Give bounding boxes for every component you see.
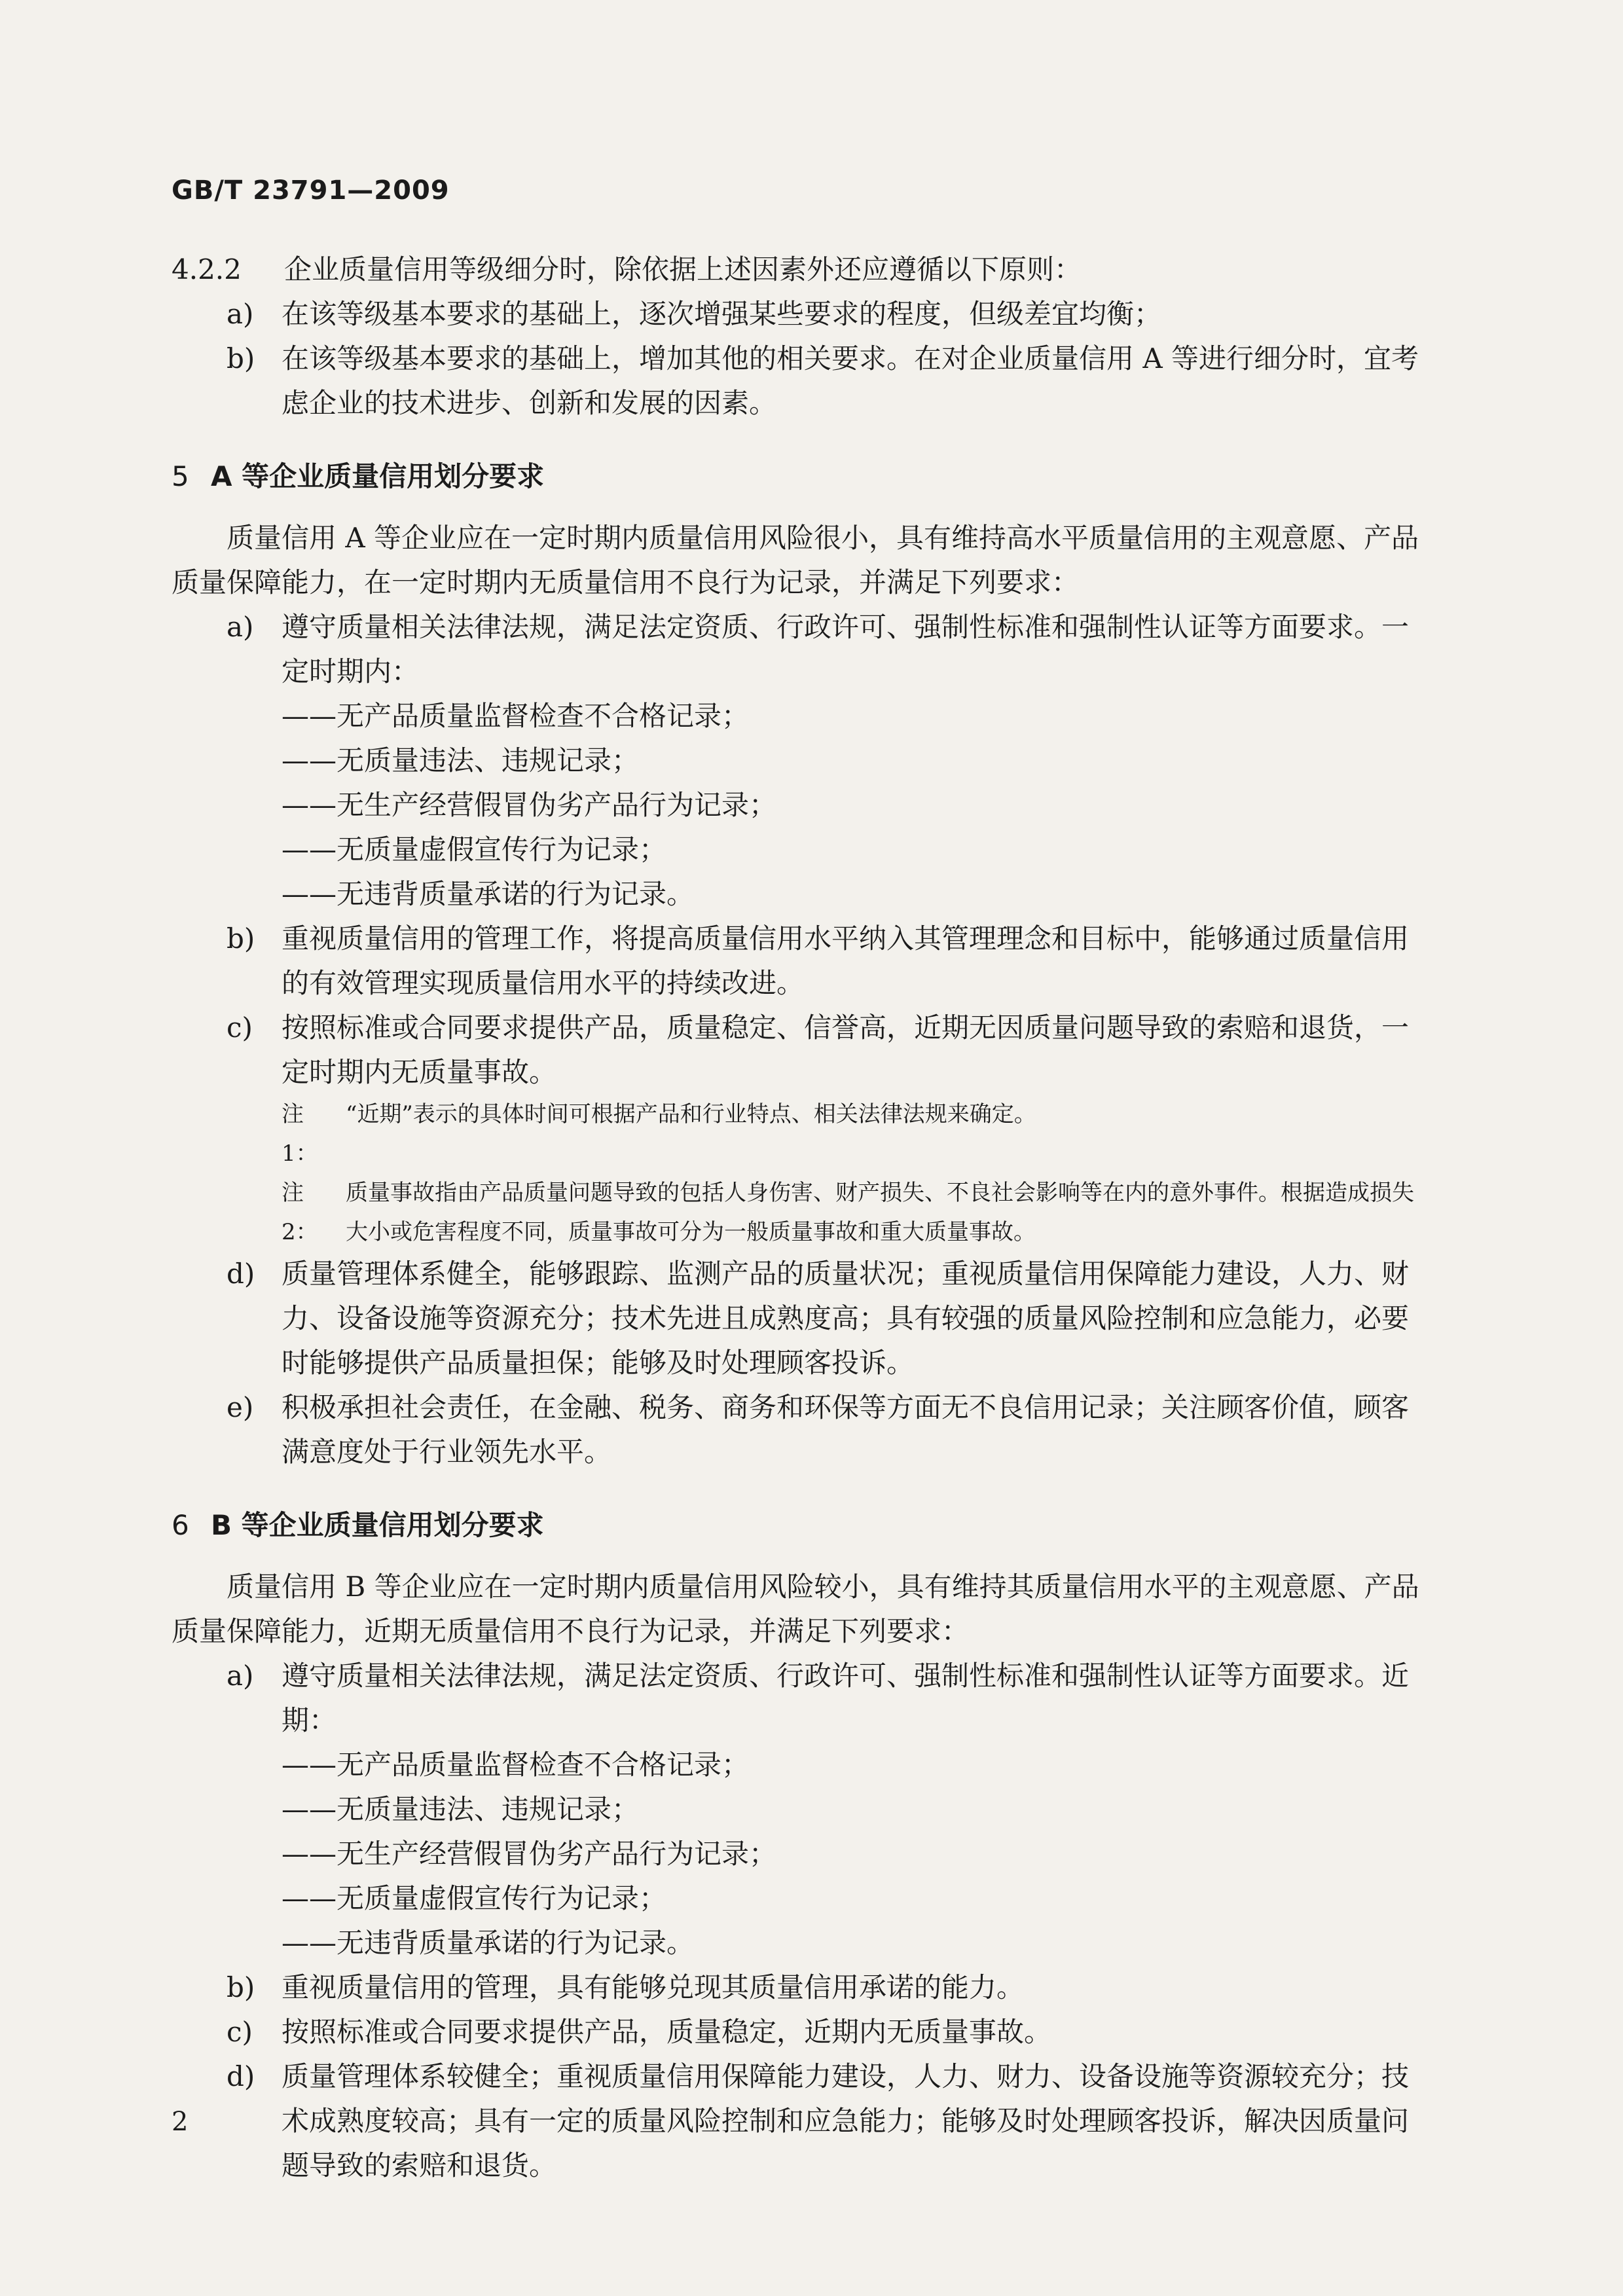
section-number: 5 — [172, 460, 189, 492]
section-5-intro: 质量信用 A 等企业应在一定时期内质量信用风险很小，具有维持高水平质量信用的主观意愿、产品质量保障能力，在一定时期内无质量信用不良行为记录，并满足下列要求： — [172, 522, 1419, 598]
item-label: e) — [227, 1391, 254, 1423]
section-6-intro: 质量信用 B 等企业应在一定时期内质量信用风险较小，具有维持其质量信用水平的主观意愿、产品质量保障能力，近期无质量信用不良行为记录，并满足下列要求： — [172, 1571, 1419, 1647]
item-text: 重视质量信用的管理工作，将提高质量信用水平纳入其管理理念和目标中，能够通过质量信用的有效管理实现质量信用水平的持续改进。 — [282, 922, 1410, 999]
list-item — [172, 1385, 1435, 1474]
list-item — [172, 1654, 1435, 1743]
dash-item: ——无质量虚假宣传行为记录； — [282, 833, 667, 866]
list-item — [172, 1252, 1435, 1385]
page-number: 2 — [172, 2107, 189, 2137]
section-title: B 等企业质量信用划分要求 — [211, 1509, 544, 1541]
note-text: “近期”表示的具体时间可根据产品和行业特点、相关法律法规来确定。 — [346, 1101, 1036, 1127]
section-6-heading — [172, 1503, 1435, 1548]
section-number: 6 — [172, 1509, 189, 1541]
item-label: b) — [227, 342, 255, 374]
note-text: 质量事故指由产品质量问题导致的包括人身伤害、财产损失、不良社会影响等在内的意外事件。根据造成损失大小或危害程度不同，质量事故可分为一般质量事故和重大质量事故。 — [346, 1180, 1414, 1245]
note — [172, 1173, 1435, 1252]
list-item — [172, 2054, 1435, 2188]
item-label: d) — [227, 1258, 255, 1290]
document-body — [172, 247, 1435, 2188]
item-text: 重视质量信用的管理，具有能够兑现其质量信用承诺的能力。 — [282, 1971, 1025, 2003]
item-text: 按照标准或合同要求提供产品，质量稳定，近期内无质量事故。 — [282, 2016, 1052, 2048]
clause-number: 4.2.2 — [172, 253, 242, 285]
dash-item: ——无违背质量承诺的行为记录。 — [282, 878, 695, 910]
list-item — [172, 2010, 1435, 2054]
list-item — [172, 337, 1435, 426]
item-text: 质量管理体系较健全；重视质量信用保障能力建设，人力、财力、设备设施等资源较充分；技术成熟度较高；具有一定的质量风险控制和应急能力；能够及时处理顾客投诉，解决因质量问题导致的索赔和退货。 — [282, 2060, 1410, 2181]
dash-item: ——无产品质量监督检查不合格记录； — [282, 700, 750, 732]
list-item — [172, 605, 1435, 694]
item-label: a) — [227, 298, 254, 330]
item-text: 遵守质量相关法律法规，满足法定资质、行政许可、强制性标准和强制性认证等方面要求。近期： — [282, 1660, 1410, 1736]
item-text: 按照标准或合同要求提供产品，质量稳定、信誉高，近期无因质量问题导致的索赔和退货，一定时期内无质量事故。 — [282, 1011, 1410, 1088]
section-5-heading — [172, 454, 1435, 499]
standard-number-header: GB/T 23791—2009 — [172, 175, 450, 206]
item-label: c) — [227, 1011, 253, 1044]
list-item — [172, 292, 1435, 337]
note — [172, 1095, 1435, 1173]
note-label: 注 2： — [282, 1180, 318, 1245]
item-text: 遵守质量相关法律法规，满足法定资质、行政许可、强制性标准和强制性认证等方面要求。一定时期内： — [282, 611, 1410, 687]
list-item — [172, 1965, 1435, 2010]
item-label: a) — [227, 1660, 254, 1692]
dash-item: ——无质量违法、违规记录； — [282, 1793, 640, 1825]
item-label: d) — [227, 2060, 255, 2092]
item-label: b) — [227, 922, 255, 955]
clause-text: 企业质量信用等级细分时，除依据上述因素外还应遵循以下原则： — [284, 253, 1082, 285]
list-item — [172, 1006, 1435, 1095]
dash-item: ——无质量违法、违规记录； — [282, 744, 640, 776]
item-label: c) — [227, 2016, 253, 2048]
note-label: 注 1： — [282, 1101, 318, 1167]
section-title: A 等企业质量信用划分要求 — [211, 460, 545, 492]
dash-item: ——无违背质量承诺的行为记录。 — [282, 1927, 695, 1959]
clause-4-2-2 — [172, 247, 1435, 292]
dash-item: ——无产品质量监督检查不合格记录； — [282, 1749, 750, 1781]
item-label: b) — [227, 1971, 255, 2003]
dash-item: ——无生产经营假冒伪劣产品行为记录； — [282, 1838, 777, 1870]
dash-item: ——无生产经营假冒伪劣产品行为记录； — [282, 789, 777, 821]
item-text: 质量管理体系健全，能够跟踪、监测产品的质量状况；重视质量信用保障能力建设，人力、财力、设备设施等资源充分；技术先进且成熟度高；具有较强的质量风险控制和应急能力，必要时能够提供产品质量担保；能够及时处理顾客投诉。 — [282, 1258, 1410, 1379]
list-item — [172, 917, 1435, 1006]
dash-item: ——无质量虚假宣传行为记录； — [282, 1882, 667, 1914]
item-text: 在该等级基本要求的基础上，逐次增强某些要求的程度，但级差宜均衡； — [282, 298, 1162, 330]
item-text: 在该等级基本要求的基础上，增加其他的相关要求。在对企业质量信用 A 等进行细分时，宜考虑企业的技术进步、创新和发展的因素。 — [282, 342, 1419, 419]
item-text: 积极承担社会责任，在金融、税务、商务和环保等方面无不良信用记录；关注顾客价值，顾客满意度处于行业领先水平。 — [282, 1391, 1410, 1468]
item-label: a) — [227, 611, 254, 643]
